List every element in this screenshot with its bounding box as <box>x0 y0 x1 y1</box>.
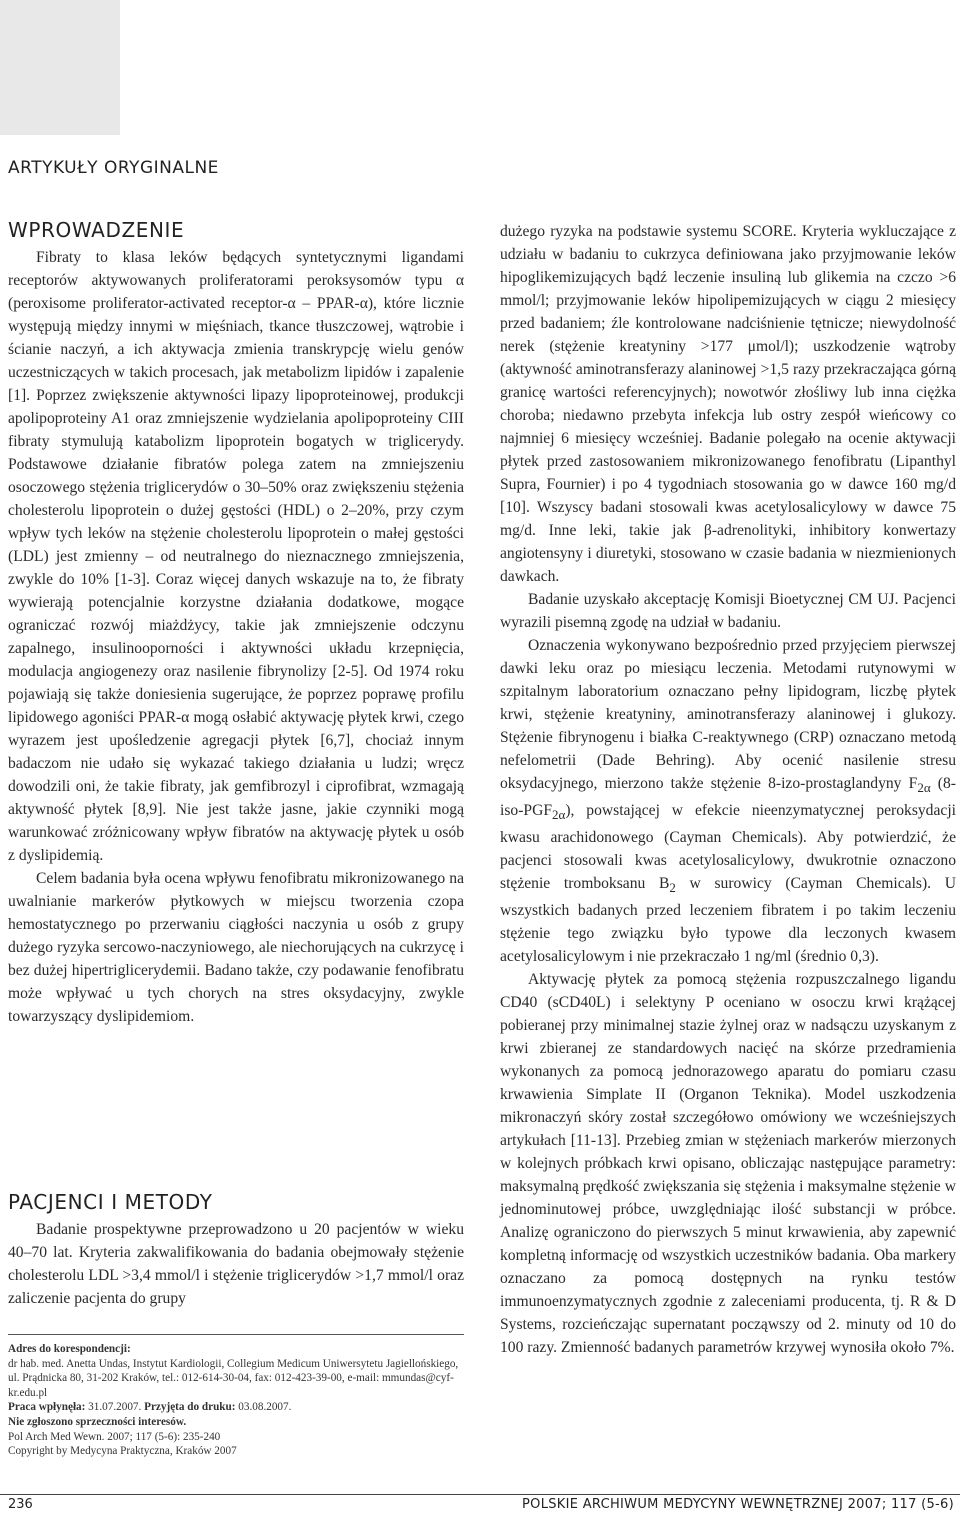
intro-paragraph-1: Fibraty to klasa leków będących syntetycznymi ligandami receptorów aktywowanych proliferatorami peroksysomów typu α (peroxisome proliferator-activated receptor-α – PPAR-α), które licznie występują między innymi w mięśniach, tkance tłuszczowej, wątrobie i ścianie naczyń, a ich aktywacja zmienia transkrypcję wielu genów uczestniczących w takich procesach, jak metabolizm lipidów i zapalenie [1]. Poprzez zwiększenie aktywności lipazy lipoproteinowej, produkcji apolipoproteiny A1 oraz zmniejszenie wydzielania apolipoproteiny CIII fibraty stymulują katabolizm lipoprotein bogatych w triglicerydy. Podstawowe działanie fibratów polega zatem na zmniejszeniu osoczowego stężenia triglicerydów o 30–50% oraz zwiększeniu stężenia cholesterolu lipoprotein o dużej gęstości (HDL) o 2–20%, przy czym wpływ tych leków na stężenie cholesterolu lipoprotein o małej gęstości (LDL) jest zmienny – od neutralnego do nieznacznego zmniejszenia, zwykle do 10% [1-3]. Coraz więcej danych wskazuje na to, że fibraty wywierają potencjalnie korzystne działania dodatkowe, mogące ograniczać rozwój miażdżycy, takie jak zmniejszenie odczynu zapalnego, insulinooporności i aktywności układu krzepnięcia, modulacja angiogenezy oraz nasilenie fibrynolizy [2-5]. Od 1974 roku pojawiają się także doniesienia sugerujące, że poprzez poprawę profilu lipidowego agoniści PPAR-α mogą osłabić aktywację płytek krwi, czego wyrazem jest upośledzenie agregacji płytek [6,7], chociaż innym badaczom nie udało się wykazać takiego działania u ludzi; wręcz dowodzili oni, że takie fibraty, jak gemfibrozyl i ciprofibrat, wzmagają aktywność płytek [8,9]. Nie jest także jasne, jakie czynniki mogą warunkować zróżnicowany wpływ fibratów na aktywację płytek u osób z dyslipidemią. <box>8 249 464 864</box>
accepted-label: Przyjęta do druku: <box>144 1401 236 1414</box>
methods-paragraph-1: Badanie prospektywne przeprowadzono u 20 pacjentów w wieku 40–70 lat. Kryteria zakwalifikowania do badania obejmowały stężenie cholesterolu LDL >3,4 mmol/l i stężenie triglicerydów >1,7 mmol/l oraz zaliczenie pacjenta do grupy <box>8 1221 464 1307</box>
section-tag: ARTYKUŁY ORYGINALNE <box>8 158 219 178</box>
subscript-2a-second: 2α <box>552 807 566 823</box>
right-column <box>500 220 956 1359</box>
copyright: Copyright by Medycyna Praktyczna, Kraków 2007 <box>8 1445 237 1458</box>
measurements-text-c: ), powstającej w efekcie nieenzymatycznej peroksydacji kwasu arachidonowego (Cayman Chemicals). Aby potwierdzić, że pacjenci stosowali kwas acetylosalicylowy, dwukrotnie oznaczono stężenie tromboksanu B <box>500 802 956 893</box>
intro-paragraph-2: Celem badania była ocena wpływu fenofibratu mikronizowanego na uwalnianie markerów płytkowych w miejscu tworzenia czopa hemostatycznego po przerwaniu ciągłości naczynia u osób z grupy dużego ryzyka sercowo-naczyniowego, ale niechorujących na cukrzycę i bez dużej hipertriglicerydemii. Badano także, czy podawanie fenofibratu może wpływać u tych chorych na stres oksydacyjny, zwykle towarzyszący dyslipidemiom. <box>8 870 464 1025</box>
measurements-paragraph <box>500 634 956 968</box>
correspondence-box <box>8 1342 464 1459</box>
criteria-paragraph: dużego ryzyka na podstawie systemu SCORE. Kryteria wykluczające z udziału w badaniu to cukrzyca definiowana jako przyjmowanie leków hipoglikemizujących bądź leczenie insuliną lub glikemia na czczo >6 mmol/l; przyjmowanie leków hipolipemizujących w ciągu 2 miesięcy przed badaniem; źle kontrolowane nadciśnienie tętnicze; niewydolność nerek (stężenie kreatyniny >177 μmol/l); uszkodzenie wątroby (aktywność aminotransferazy alaninowej >1,5 razy przekraczająca górną granicę wartości referencyjnych); nowotwór złośliwy lub inna ciężka choroba; niedawno przebyta infekcja lub ostry zespół wieńcowy co najmniej 6 miesięcy wcześniej. Badanie polegało na ocenie aktywacji płytek przed zastosowaniem mikronizowanego fenofibratu (Lipanthyl Supra, Fournier) i po 4 tygodniach stosowania go w dawce 160 mg/d [10]. Wszyscy badani stosowali kwas acetylosalicylowy w dawce 75 mg/d. Inne leki, takie jak β-adrenolityki, inhibitory konwertazy angiotensyny i diuretyki, stosowano w czasie badania w niezmienionych dawkach. <box>500 223 956 585</box>
citation: Pol Arch Med Wewn. 2007; 117 (5-6): 235-240 <box>8 1430 221 1443</box>
correspondence-label: Adres do korespondencji: <box>8 1343 131 1355</box>
page-number: 236 <box>8 1497 33 1512</box>
left-column <box>8 218 464 1028</box>
conflict-statement: Nie zgłoszono sprzeczności interesów. <box>8 1415 187 1428</box>
ethics-paragraph: Badanie uzyskało akceptację Komisji Bioetycznej CM UJ. Pacjenci wyrazili pisemną zgodę na udział w badaniu. <box>500 591 956 631</box>
methods-heading: PACJENCI I METODY <box>8 1190 213 1214</box>
corner-decoration <box>0 0 120 135</box>
subscript-2a: 2α <box>917 780 931 796</box>
dates-line <box>8 1400 464 1415</box>
journal-name: POLSKIE ARCHIWUM MEDYCYNY WEWNĘTRZNEJ 2007; 117 (5-6) <box>522 1497 954 1512</box>
correspondence-address: dr hab. med. Anetta Undas, Instytut Kardiologii, Collegium Medicum Uniwersytetu Jagiellońskiego, ul. Prądnicka 80, 31-202 Kraków, tel.: 012-614-30-04, fax: 012-423-39-00, e-mail: mmundas@cyf-kr.edu.pl <box>8 1357 459 1399</box>
measurements-text-d: w surowicy (Cayman Chemicals). U wszystkich badanych przed leczeniem fibratem i po takim leczeniu stężenie tego związku było typowe dla leczonych kwasem acetylosalicylowym i nie przekraczało 1 ng/ml (średnio 0,3). <box>500 875 956 966</box>
footer-rule <box>0 1494 960 1495</box>
methods-section <box>8 1190 464 1310</box>
platelet-paragraph: Aktywację płytek za pomocą stężenia rozpuszczalnego ligandu CD40 (sCD40L) i selektyny P oceniano w osoczu krwi krążącej pobieranej przy minimalnej stazie żylnej oraz w nadsączu uzyskanym z krwi zbieranej ze standardowych nacięć na skórze przedramienia wykonanych za pomocą jednorazowego aparatu do pomiaru czasu krwawienia Simplate II (Organon Teknika). Model uszkodzenia mikronaczyń skóry został szczegółowo omówiony we wcześniejszych artykułach [11-13]. Przebieg zmian w stężeniach markerów mierzonych w kolejnych próbkach krwi opisano, obliczając następujące parametry: maksymalną prędkość zwiększania się stężenia i maksymalne stężenie w jednominutowej próbce, uwzględniając ilość substancji w próbce. Analizę ograniczono do pierwszych 5 minut krwawienia, aby zapewnić kompletną informację od wszystkich uczestników badania. Oba markery oznaczano za pomocą dostępnych na rynku testów immunoenzymatycznych zgodnie z zaleceniami producenta, tj. R & D Systems, rozcieńczając supernatant począwszy od 2. minuty od 10 do 100 razy. Zmienność badanych parametrów krzywej wynosiła około 7%. <box>500 971 956 1357</box>
measurements-text-b: (8-iso-PGF <box>500 775 956 820</box>
measurements-text-a: Oznaczenia wykonywano bezpośrednio przed przyjęciem pierwszej dawki leku oraz po miesiącu leczenia. Metodami rutynowymi w szpitalnym laboratorium oznaczano pełny lipidogram, liczbę płytek krwi, stężenie kreatyniny, aminotransferazy alaninowej i glukozy. Stężenie fibrynogenu i białka C-reaktywnego (CRP) oznaczano metodą nefelometrii (Dade Behring). Aby ocenić nasilenie stresu oksydacyjnego, mierzono także stężenie 8-izo-prostaglandyny F <box>500 637 956 792</box>
received-date: 31.07.2007. <box>88 1401 142 1414</box>
intro-heading: WPROWADZENIE <box>8 218 185 242</box>
subscript-2: 2 <box>669 880 676 896</box>
received-label: Praca wpłynęła: <box>8 1401 86 1414</box>
correspondence-rule <box>8 1334 464 1335</box>
accepted-date: 03.08.2007. <box>238 1401 292 1414</box>
